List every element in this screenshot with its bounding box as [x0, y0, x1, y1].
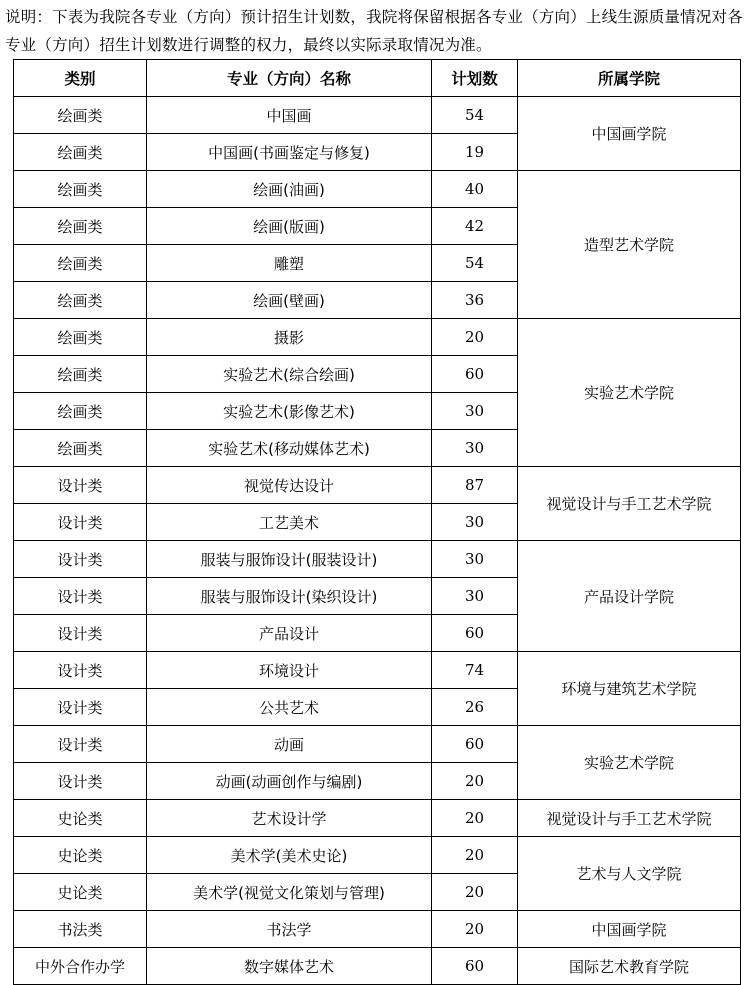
cell-category: 设计类	[14, 467, 147, 504]
cell-count: 19	[432, 134, 518, 171]
table-row	[14, 837, 741, 874]
table-row	[14, 652, 741, 689]
cell-major: 摄影	[147, 319, 432, 356]
cell-college: 实验艺术学院	[518, 726, 741, 800]
cell-category: 绘画类	[14, 208, 147, 245]
table-row	[14, 948, 741, 985]
table-row	[14, 726, 741, 763]
header-count: 计划数	[432, 60, 518, 97]
cell-category: 设计类	[14, 578, 147, 615]
note-text: 说明：下表为我院各专业（方向）预计招生计划数，我院将保留根据各专业（方向）上线生源质量情况对各专业（方向）招生计划数进行调整的权力，最终以实际录取情况为准。	[5, 8, 743, 54]
cell-major: 视觉传达设计	[147, 467, 432, 504]
cell-count: 60	[432, 726, 518, 763]
cell-category: 设计类	[14, 726, 147, 763]
cell-major: 艺术设计学	[147, 800, 432, 837]
cell-category: 绘画类	[14, 134, 147, 171]
table-row	[14, 911, 741, 948]
cell-major: 中国画(书画鉴定与修复)	[147, 134, 432, 171]
header-category: 类别	[14, 60, 147, 97]
cell-count: 30	[432, 504, 518, 541]
cell-count: 54	[432, 97, 518, 134]
cell-major: 美术学(美术史论)	[147, 837, 432, 874]
cell-category: 设计类	[14, 615, 147, 652]
table-body	[14, 97, 741, 985]
cell-major: 雕塑	[147, 245, 432, 282]
cell-major: 中国画	[147, 97, 432, 134]
cell-major: 实验艺术(移动媒体艺术)	[147, 430, 432, 467]
cell-major: 服装与服饰设计(服装设计)	[147, 541, 432, 578]
cell-count: 42	[432, 208, 518, 245]
cell-count: 60	[432, 948, 518, 985]
cell-count: 30	[432, 578, 518, 615]
cell-major: 实验艺术(综合绘画)	[147, 356, 432, 393]
table-row	[14, 800, 741, 837]
cell-college: 视觉设计与手工艺术学院	[518, 800, 741, 837]
cell-count: 26	[432, 689, 518, 726]
cell-major: 公共艺术	[147, 689, 432, 726]
table-row	[14, 319, 741, 356]
table-row	[14, 541, 741, 578]
cell-major: 绘画(油画)	[147, 171, 432, 208]
cell-category: 史论类	[14, 800, 147, 837]
cell-college: 造型艺术学院	[518, 171, 741, 319]
cell-category: 书法类	[14, 911, 147, 948]
cell-category: 绘画类	[14, 171, 147, 208]
cell-category: 绘画类	[14, 393, 147, 430]
table-row	[14, 467, 741, 504]
header-major: 专业（方向）名称	[147, 60, 432, 97]
cell-major: 书法学	[147, 911, 432, 948]
cell-count: 20	[432, 763, 518, 800]
cell-count: 74	[432, 652, 518, 689]
cell-count: 40	[432, 171, 518, 208]
cell-major: 美术学(视觉文化策划与管理)	[147, 874, 432, 911]
cell-major: 环境设计	[147, 652, 432, 689]
table-row	[14, 171, 741, 208]
cell-category: 绘画类	[14, 97, 147, 134]
cell-category: 史论类	[14, 837, 147, 874]
cell-category: 设计类	[14, 689, 147, 726]
cell-count: 20	[432, 911, 518, 948]
table-row	[14, 97, 741, 134]
cell-category: 绘画类	[14, 430, 147, 467]
cell-major: 绘画(版画)	[147, 208, 432, 245]
cell-count: 30	[432, 430, 518, 467]
cell-college: 艺术与人文学院	[518, 837, 741, 911]
table-header-row	[14, 60, 741, 97]
cell-major: 数字媒体艺术	[147, 948, 432, 985]
cell-college: 产品设计学院	[518, 541, 741, 652]
enrollment-plan-table	[13, 59, 741, 985]
cell-count: 20	[432, 874, 518, 911]
cell-count: 87	[432, 467, 518, 504]
cell-count: 54	[432, 245, 518, 282]
cell-count: 60	[432, 615, 518, 652]
cell-count: 20	[432, 800, 518, 837]
cell-count: 36	[432, 282, 518, 319]
cell-count: 60	[432, 356, 518, 393]
cell-count: 30	[432, 393, 518, 430]
cell-college: 中国画学院	[518, 911, 741, 948]
cell-category: 设计类	[14, 504, 147, 541]
cell-major: 绘画(壁画)	[147, 282, 432, 319]
cell-major: 产品设计	[147, 615, 432, 652]
cell-category: 绘画类	[14, 245, 147, 282]
cell-college: 实验艺术学院	[518, 319, 741, 467]
cell-category: 设计类	[14, 763, 147, 800]
cell-college: 视觉设计与手工艺术学院	[518, 467, 741, 541]
cell-count: 20	[432, 319, 518, 356]
cell-college: 国际艺术教育学院	[518, 948, 741, 985]
cell-major: 动画	[147, 726, 432, 763]
cell-college: 环境与建筑艺术学院	[518, 652, 741, 726]
header-college: 所属学院	[518, 60, 741, 97]
cell-category: 中外合作办学	[14, 948, 147, 985]
cell-category: 绘画类	[14, 319, 147, 356]
cell-category: 设计类	[14, 652, 147, 689]
cell-category: 绘画类	[14, 282, 147, 319]
cell-college: 中国画学院	[518, 97, 741, 171]
cell-category: 设计类	[14, 541, 147, 578]
cell-major: 服装与服饰设计(染织设计)	[147, 578, 432, 615]
cell-major: 实验艺术(影像艺术)	[147, 393, 432, 430]
cell-major: 动画(动画创作与编剧)	[147, 763, 432, 800]
cell-count: 30	[432, 541, 518, 578]
cell-count: 20	[432, 837, 518, 874]
cell-major: 工艺美术	[147, 504, 432, 541]
cell-category: 绘画类	[14, 356, 147, 393]
cell-category: 史论类	[14, 874, 147, 911]
